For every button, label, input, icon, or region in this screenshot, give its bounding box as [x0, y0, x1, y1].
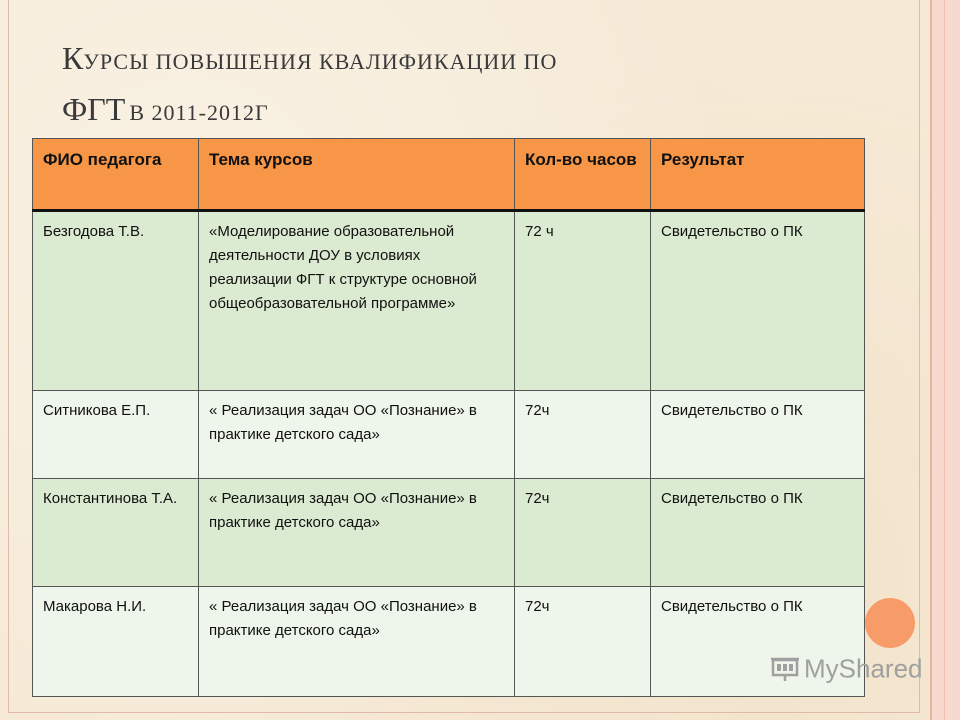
courses-table: [32, 138, 865, 697]
title-fgt: ФГТ: [62, 91, 126, 127]
cell-topic: « Реализация задач ОО «Познание» в практике детского сада»: [199, 587, 515, 697]
cell-result: Свидетельство о ПК: [651, 391, 865, 479]
decorative-circle: [865, 598, 915, 648]
cell-result: Свидетельство о ПК: [651, 587, 865, 697]
table-row: [33, 391, 865, 479]
watermark-brand: MyShared: [804, 653, 923, 684]
right-decorative-band: [930, 0, 960, 720]
cell-hours: 72ч: [515, 479, 651, 587]
header-hours: Кол-во часов: [515, 139, 651, 211]
cell-hours: 72ч: [515, 391, 651, 479]
watermark: [770, 652, 923, 692]
table-row: [33, 587, 865, 697]
cell-topic: « Реализация задач ОО «Познание» в практике детского сада»: [199, 479, 515, 587]
cell-name: Константинова Т.А.: [33, 479, 199, 587]
cell-topic: « Реализация задач ОО «Познание» в практике детского сада»: [199, 391, 515, 479]
header-result: Результат: [651, 139, 865, 211]
right-decorative-line: [944, 0, 945, 720]
cell-hours: 72 ч: [515, 211, 651, 391]
table-row: [33, 479, 865, 587]
title-line-2-text: В 2011-2012Г: [129, 100, 269, 125]
cell-hours: 72ч: [515, 587, 651, 697]
slide-title: [62, 36, 862, 138]
cell-name: Макарова Н.И.: [33, 587, 199, 697]
cell-result: Свидетельство о ПК: [651, 479, 865, 587]
table-header-row: [33, 139, 865, 211]
title-line-1: [62, 36, 862, 87]
cell-result: Свидетельство о ПК: [651, 211, 865, 391]
cell-name: Безгодова Т.В.: [33, 211, 199, 391]
title-initial: К: [62, 40, 84, 76]
title-line-1-text: УРСЫ ПОВЫШЕНИЯ КВАЛИФИКАЦИИ ПО: [83, 49, 558, 74]
title-line-2: [62, 87, 862, 138]
cell-name: Ситникова Е.П.: [33, 391, 199, 479]
header-topic: Тема курсов: [199, 139, 515, 211]
header-name: ФИО педагога: [33, 139, 199, 211]
presentation-board-icon: [770, 656, 800, 682]
cell-topic: «Моделирование образовательной деятельности ДОУ в условиях реализации ФГТ к структуре основной общеобразовательной программе»: [199, 211, 515, 391]
table-row: [33, 211, 865, 391]
